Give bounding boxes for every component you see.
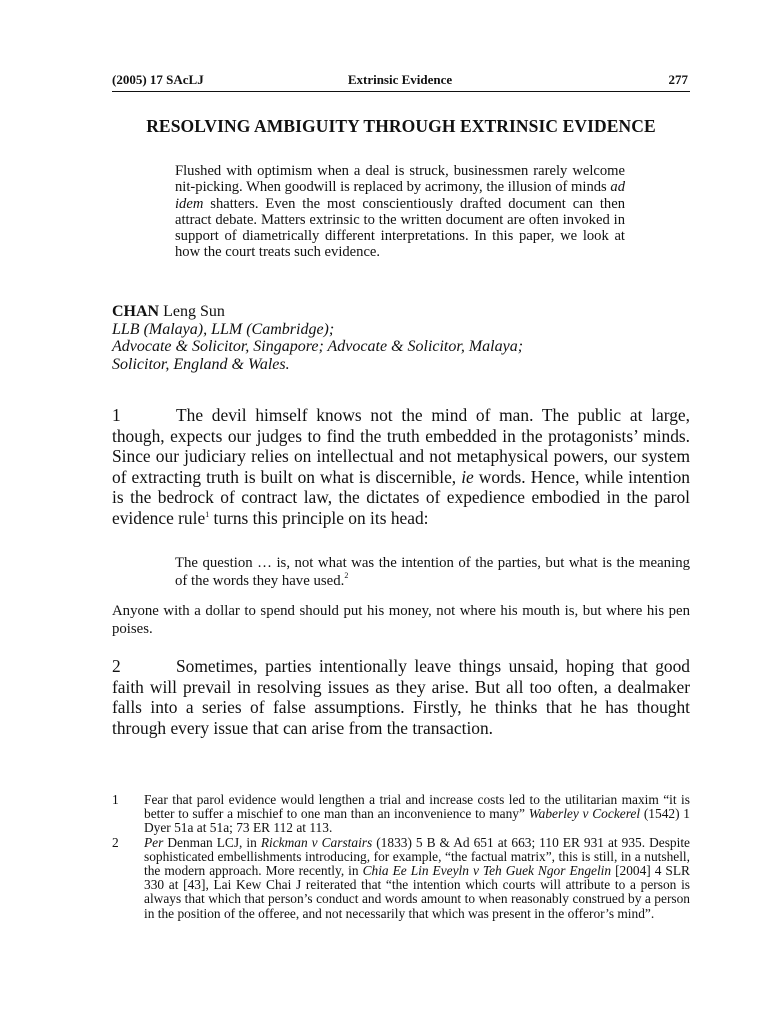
- case-name: Chia Ee Lin Eveyln v Teh Guek Ngor Engelin: [362, 863, 612, 879]
- footnote-ref-2[interactable]: 2: [344, 570, 349, 580]
- abstract-text-part: shatters. Even the most conscientiously drafted document can then attract debate. Matters extrinsic to the written document are often invoked in support of diametrically different interpretations. In this paper, we look at how the court treats such evidence.: [175, 195, 625, 261]
- block-quote: [175, 555, 690, 590]
- running-title: Extrinsic Evidence: [347, 72, 453, 87]
- author-credential: LLB (Malaya), LLM (Cambridge);: [112, 320, 335, 338]
- case-name: Rickman v Carstairs: [260, 834, 373, 850]
- quote-commentary: [112, 603, 690, 639]
- page-number: 277: [668, 72, 688, 87]
- journal-citation: (2005) 17 SAcLJ: [112, 72, 204, 87]
- footnote-number: 1: [112, 792, 119, 807]
- author-surname: CHAN: [112, 303, 160, 320]
- footnote-number: 2: [112, 834, 119, 850]
- footnote-2: [112, 836, 690, 921]
- footnote-1: [112, 793, 690, 836]
- footnote-text: [2004] 4 SLR 330 at [43], Lai Kew Chai J reiterated that “the intention which courts will attribute to a person is always that which that person’s conduct and words amount to when reasonably construed by a person in the position of the offeree, and not necessarily that which was present in the offeror’s mind”.: [144, 863, 690, 921]
- paragraph-emphasis: ie: [461, 466, 474, 487]
- author-credential: Solicitor, England & Wales.: [112, 355, 290, 373]
- article-title: RESOLVING AMBIGUITY THROUGH EXTRINSIC EVIDENCE: [146, 116, 656, 136]
- commentary-text: Anyone with a dollar to spend should put his money, not where his mouth is, but where his pen poises.: [112, 603, 690, 637]
- author-name: [112, 303, 672, 321]
- abstract-emphasis: ad idem: [175, 179, 625, 212]
- author-block: [112, 303, 672, 373]
- footnotes: [112, 793, 690, 921]
- quote-text: The question … is, not what was the intention of the parties, but what is the meaning of the words they have used.: [175, 555, 690, 589]
- paragraph-2: [112, 656, 690, 738]
- abstract-text: [175, 163, 625, 261]
- footnote-text: Fear that parol evidence would lengthen a trial and increase costs led to the utilitarian maxim “it is better to suffer a mischief to one man than an inconvenience to many”: [144, 792, 690, 822]
- case-name: Waberley v Cockerel: [528, 806, 641, 822]
- author-given-name: Leng Sun: [159, 303, 225, 320]
- paragraph-text: words. Hence, while intention is the bedrock of contract law, the dictates of expedience embodied in the parol evidence rule: [112, 466, 691, 528]
- paragraph-1: [112, 405, 690, 529]
- abstract-text-part: Flushed with optimism when a deal is struck, businessmen rarely welcome nit-picking. When goodwill is replaced by acrimony, the illusion of minds: [175, 163, 625, 196]
- paragraph-number: 1: [112, 405, 121, 425]
- abstract: [175, 163, 625, 261]
- footnote-text: (1833) 5 B & Ad 651 at 663; 110 ER 931 at 935. Despite sophisticated embellishments introducing, for example, “the factual matrix”, this is still, in a nutshell, the modern approach. More recently, in: [144, 834, 690, 879]
- paragraph-text: The devil himself knows not the mind of man. The public at large, though, expects our judges to find the truth embedded in the protagonists’ minds. Since our judiciary relies on intellectual and not metaphysical powers, our system of extracting truth is built on what is discernible,: [112, 405, 690, 487]
- running-header: [112, 72, 688, 92]
- paragraph-number: 2: [112, 656, 121, 676]
- header-divider: [112, 91, 690, 92]
- footnote-text: Denman LCJ, in: [163, 834, 261, 850]
- author-credential: Advocate & Solicitor, Singapore; Advocate & Solicitor, Malaya;: [112, 338, 524, 355]
- footnote-ref-1[interactable]: 1: [205, 509, 210, 519]
- paragraph-text: Sometimes, parties intentionally leave things unsaid, hoping that good faith will prevail in resolving issues as they arise. But all too often, a dealmaker falls into a series of false assumptions. Firstly, he thinks that he has thought through every issue that can arise from the transaction.: [112, 656, 690, 738]
- footnote-emphasis: Per: [144, 834, 164, 850]
- footnote-text: (1542) 1 Dyer 51a at 51a; 73 ER 112 at 113.: [144, 806, 691, 836]
- paragraph-text: turns this principle on its head:: [209, 507, 429, 528]
